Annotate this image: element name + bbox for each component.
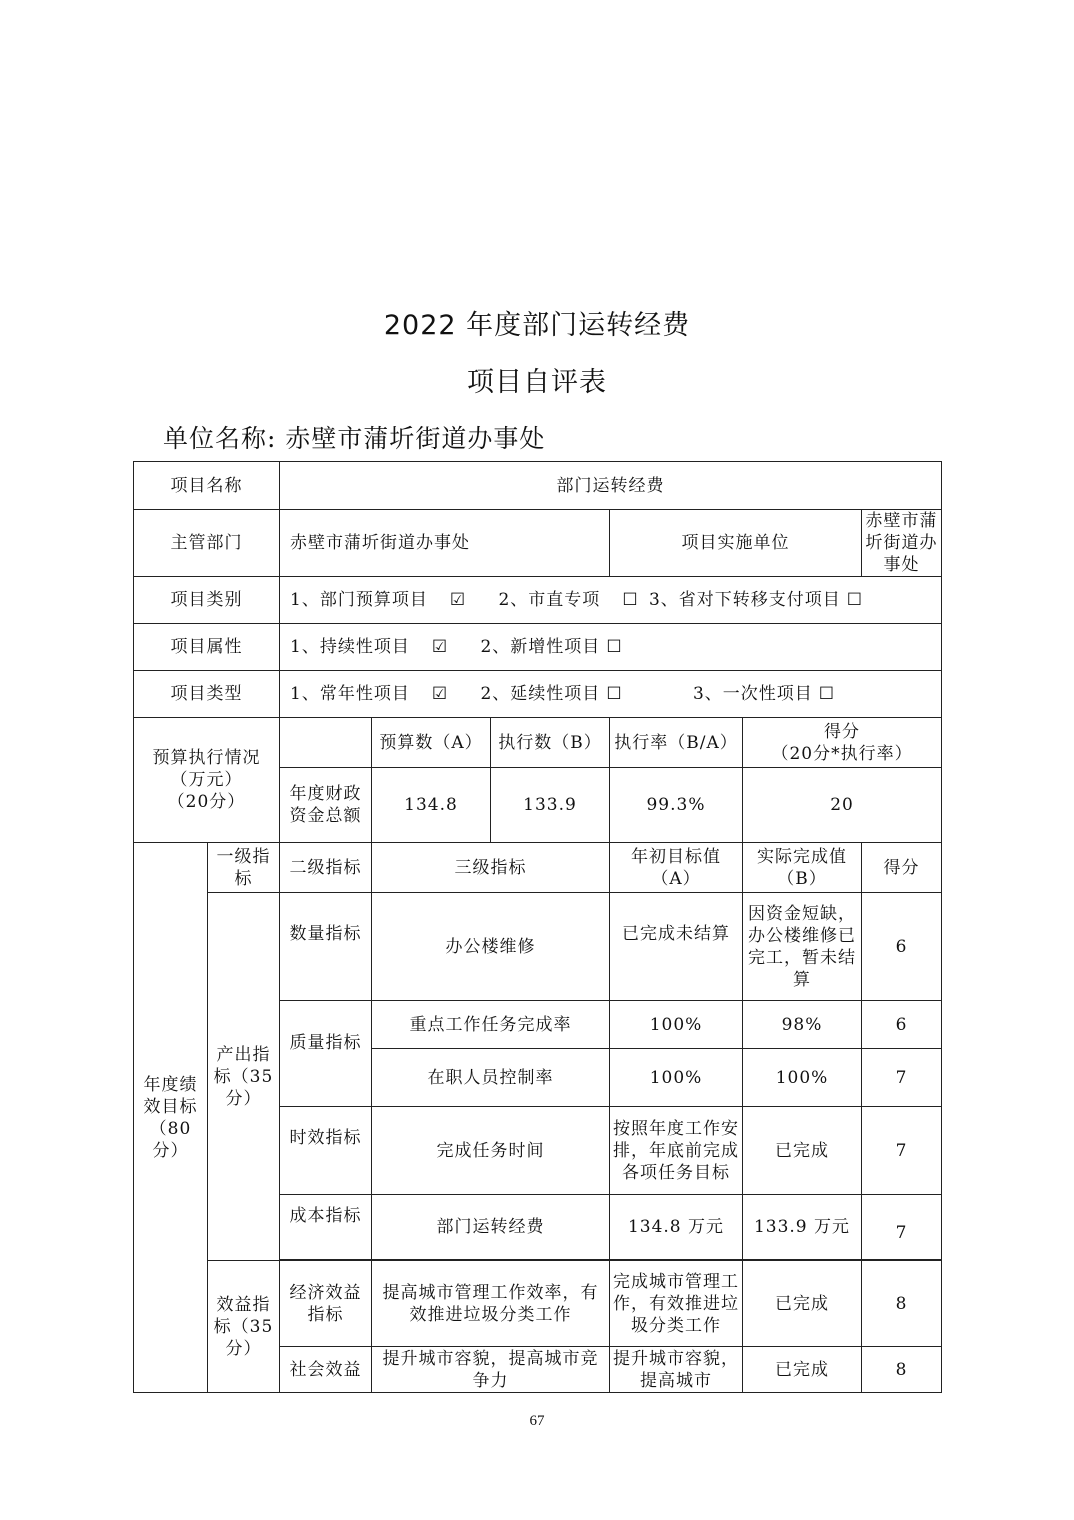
indicator-actual: 98%	[743, 1001, 862, 1049]
unchecked-box-icon: ☐	[846, 590, 864, 610]
budget-exec-label	[134, 718, 280, 843]
actual-header: 实际完成值（B）	[743, 843, 862, 893]
category-label: 项目类别	[134, 577, 280, 624]
checked-box-icon: ☑	[431, 637, 449, 657]
attribute-options	[280, 624, 942, 671]
exec-value: 133.9	[491, 768, 610, 843]
indicator-level3: 重点工作任务完成率	[372, 1001, 610, 1049]
indicator-target: 完成城市管理工作，有效推进垃圾分类工作	[610, 1261, 743, 1347]
indicator-target: 按照年度工作安排，年底前完成各项任务目标	[610, 1107, 743, 1195]
indicator-level3: 办公楼维修	[372, 893, 610, 1001]
type-option-2: 2、延续性项目	[480, 684, 601, 704]
indicator-actual: 100%	[743, 1049, 862, 1107]
score-header-line1: 得分	[824, 721, 861, 742]
benefit-indicator-label: 效益指标（35分）	[208, 1261, 280, 1393]
category-option-3: 3、省对下转移支付项目	[648, 590, 841, 610]
budget-label-line3: （20分）	[167, 792, 246, 812]
type-options	[280, 671, 942, 718]
indicator-score: 7	[862, 1195, 942, 1260]
indicator-target: 134.8 万元	[610, 1195, 743, 1260]
checked-box-icon: ☑	[449, 590, 467, 610]
indicator-target: 已完成未结算	[610, 893, 743, 1001]
level3-header: 三级指标	[372, 843, 610, 893]
indicator-score: 6	[862, 1001, 942, 1049]
evaluation-table	[133, 461, 942, 1393]
indicator-level2: 数量指标	[280, 893, 372, 1001]
score-header-line2: （20分*执行率）	[771, 743, 913, 764]
unchecked-box-icon: ☐	[606, 684, 623, 704]
indicator-actual: 已完成	[743, 1261, 862, 1347]
page-number: 67	[529, 1413, 545, 1429]
budget-empty-cell	[280, 718, 372, 768]
category-option-1: 1、部门预算项目	[290, 590, 428, 610]
category-options	[280, 577, 942, 624]
output-indicator-label: 产出指标（35分）	[208, 893, 280, 1261]
annual-goal-label: 年度绩效目标（80分）	[134, 843, 208, 1393]
indicator-level3: 完成任务时间	[372, 1107, 610, 1195]
attribute-option-2: 2、新增性项目	[480, 637, 601, 657]
indicator-level3: 提高城市管理工作效率，有效推进垃圾分类工作	[372, 1261, 610, 1347]
budget-label-line2: （万元）	[170, 770, 243, 790]
unchecked-box-icon: ☐	[622, 590, 639, 610]
type-option-3: 3、一次性项目	[692, 684, 813, 704]
attribute-option-1: 1、持续性项目	[290, 637, 410, 657]
indicator-level2: 经济效益指标	[280, 1261, 372, 1347]
project-name-label: 项目名称	[134, 462, 280, 510]
indicator-actual: 133.9 万元	[743, 1195, 862, 1260]
unchecked-box-icon: ☐	[606, 637, 623, 657]
indicator-level2: 时效指标	[280, 1107, 372, 1195]
col-budget-header: 预算数（A）	[372, 718, 491, 768]
indicator-score: 8	[862, 1261, 942, 1347]
level1-header: 一级指标	[208, 843, 280, 893]
indicator-level3: 部门运转经费	[372, 1195, 610, 1260]
col-rate-header: 执行率（B/A）	[610, 718, 743, 768]
type-option-1: 1、常年性项目	[290, 684, 410, 704]
indicator-score: 6	[862, 893, 942, 1001]
type-label: 项目类型	[134, 671, 280, 718]
impl-unit-label: 项目实施单位	[610, 510, 862, 577]
rate-value: 99.3%	[610, 768, 743, 843]
checked-box-icon: ☑	[431, 684, 449, 704]
unit-name: 赤壁市蒲圻街道办事处	[285, 424, 546, 453]
budget-score-value: 20	[743, 768, 942, 843]
attribute-label: 项目属性	[134, 624, 280, 671]
col-score-header	[743, 718, 942, 768]
indicator-level2: 社会效益	[280, 1347, 372, 1393]
score-header: 得分	[862, 843, 942, 893]
budget-value: 134.8	[372, 768, 491, 843]
indicator-actual: 已完成	[743, 1347, 862, 1393]
project-name-value: 部门运转经费	[280, 462, 942, 510]
indicator-score: 8	[862, 1347, 942, 1393]
indicator-target: 100%	[610, 1049, 743, 1107]
unchecked-box-icon: ☐	[818, 684, 836, 704]
indicator-target: 提升城市容貌，提高城市	[610, 1347, 743, 1393]
target-header: 年初目标值（A）	[610, 843, 743, 893]
dept-label: 主管部门	[134, 510, 280, 577]
indicator-level3: 提升城市容貌，提高城市竞争力	[372, 1347, 610, 1393]
indicator-target: 100%	[610, 1001, 743, 1049]
impl-unit-value: 赤壁市蒲圻街道办事处	[862, 510, 942, 577]
document-title: 2022 年度部门运转经费	[383, 310, 691, 341]
budget-label-line1: 预算执行情况	[152, 748, 261, 768]
indicator-level3: 在职人员控制率	[372, 1049, 610, 1107]
indicator-level2: 成本指标	[280, 1195, 372, 1260]
indicator-level2: 质量指标	[280, 1001, 372, 1107]
document-subtitle: 项目自评表	[467, 367, 607, 398]
indicator-actual: 因资金短缺，办公楼维修已完工，暂未结算	[743, 893, 862, 1001]
dept-value: 赤壁市蒲圻街道办事处	[280, 510, 610, 577]
unit-label: 单位名称:	[163, 424, 277, 453]
indicator-score: 7	[862, 1049, 942, 1107]
category-option-2: 2、市直专项	[498, 590, 601, 610]
level2-header: 二级指标	[280, 843, 372, 893]
col-exec-header: 执行数（B）	[491, 718, 610, 768]
indicator-score: 7	[862, 1107, 942, 1195]
indicator-actual: 已完成	[743, 1107, 862, 1195]
unit-line	[163, 419, 545, 455]
fiscal-total-label: 年度财政资金总额	[280, 768, 372, 843]
